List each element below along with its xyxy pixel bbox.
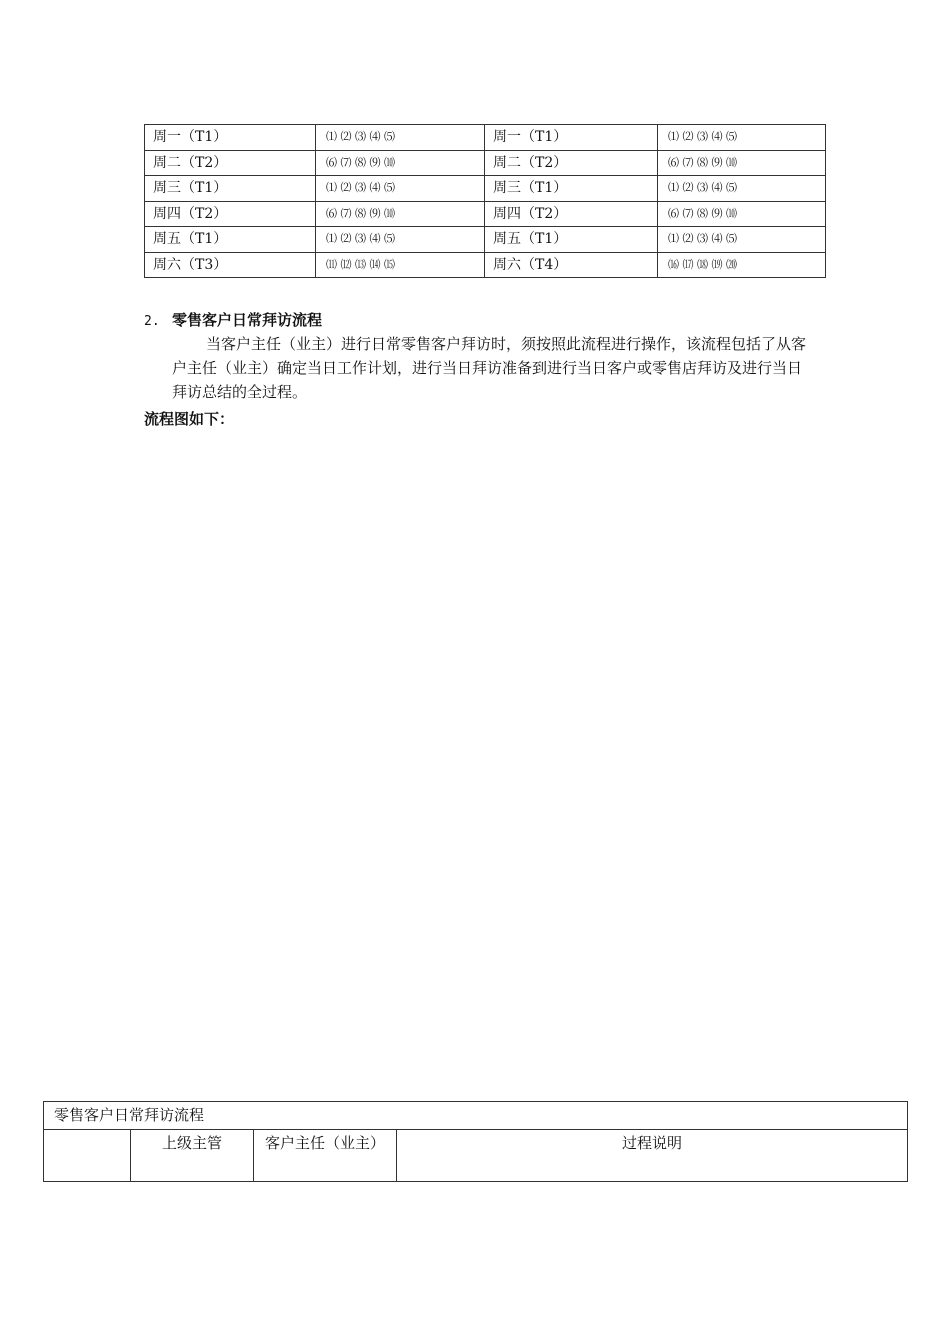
route-numbers-cell: ⑹ ⑺ ⑻ ⑼ ⑽ [316, 201, 485, 227]
route-numbers-cell: ⑾ ⑿ ⒀ ⒁ ⒂ [316, 252, 485, 278]
day-cell: 周二（T2） [485, 150, 658, 176]
route-numbers-cell: ⑴ ⑵ ⑶ ⑷ ⑸ [658, 227, 826, 253]
route-numbers-cell: ⑹ ⑺ ⑻ ⑼ ⑽ [658, 201, 826, 227]
day-cell: 周三（T1） [145, 176, 316, 202]
flow-table-header-row [44, 1130, 908, 1182]
route-numbers-cell: ⑴ ⑵ ⑶ ⑷ ⑸ [316, 176, 485, 202]
section-paragraph: 当客户主任（业主）进行日常零售客户拜访时，须按照此流程进行操作，该流程包括了从客户主任（业主）确定当日工作计划，进行当日拜访准备到进行当日客户或零售店拜访及进行当日拜访总结的全过程。 [172, 335, 807, 401]
section-title: 零售客户日常拜访流程 [172, 311, 323, 329]
route-numbers-cell: ⑴ ⑵ ⑶ ⑷ ⑸ [658, 176, 826, 202]
flow-table [43, 1101, 908, 1182]
section-number: 2. [144, 314, 160, 329]
flow-table-title-row [44, 1102, 908, 1130]
route-numbers-cell: ⑴ ⑵ ⑶ ⑷ ⑸ [316, 125, 485, 151]
route-numbers-cell: ⒃ ⒄ ⒅ ⒆ ⒇ [658, 252, 826, 278]
table-row [145, 125, 826, 151]
route-numbers-cell: ⑴ ⑵ ⑶ ⑷ ⑸ [658, 125, 826, 151]
day-cell: 周一（T1） [485, 125, 658, 151]
schedule-table [144, 124, 826, 278]
day-cell: 周四（T2） [485, 201, 658, 227]
table-row [145, 150, 826, 176]
table-row [145, 227, 826, 253]
header-cell-supervisor: 上级主管 [131, 1130, 254, 1182]
header-cell-process-description: 过程说明 [397, 1130, 908, 1182]
day-cell: 周一（T1） [145, 125, 316, 151]
day-cell: 周六（T3） [145, 252, 316, 278]
header-cell-account-manager: 客户主任（业主） [254, 1130, 397, 1182]
day-cell: 周三（T1） [485, 176, 658, 202]
table-row [145, 176, 826, 202]
flow-table-title: 零售客户日常拜访流程 [44, 1102, 908, 1130]
table-row [145, 252, 826, 278]
route-numbers-cell: ⑹ ⑺ ⑻ ⑼ ⑽ [316, 150, 485, 176]
flowchart-label: 流程图如下： [144, 410, 235, 428]
day-cell: 周四（T2） [145, 201, 316, 227]
header-cell-blank [44, 1130, 131, 1182]
section-heading [144, 309, 322, 330]
day-cell: 周六（T4） [485, 252, 658, 278]
day-cell: 周二（T2） [145, 150, 316, 176]
route-numbers-cell: ⑹ ⑺ ⑻ ⑼ ⑽ [658, 150, 826, 176]
day-cell: 周五（T1） [145, 227, 316, 253]
day-cell: 周五（T1） [485, 227, 658, 253]
route-numbers-cell: ⑴ ⑵ ⑶ ⑷ ⑸ [316, 227, 485, 253]
table-row [145, 201, 826, 227]
